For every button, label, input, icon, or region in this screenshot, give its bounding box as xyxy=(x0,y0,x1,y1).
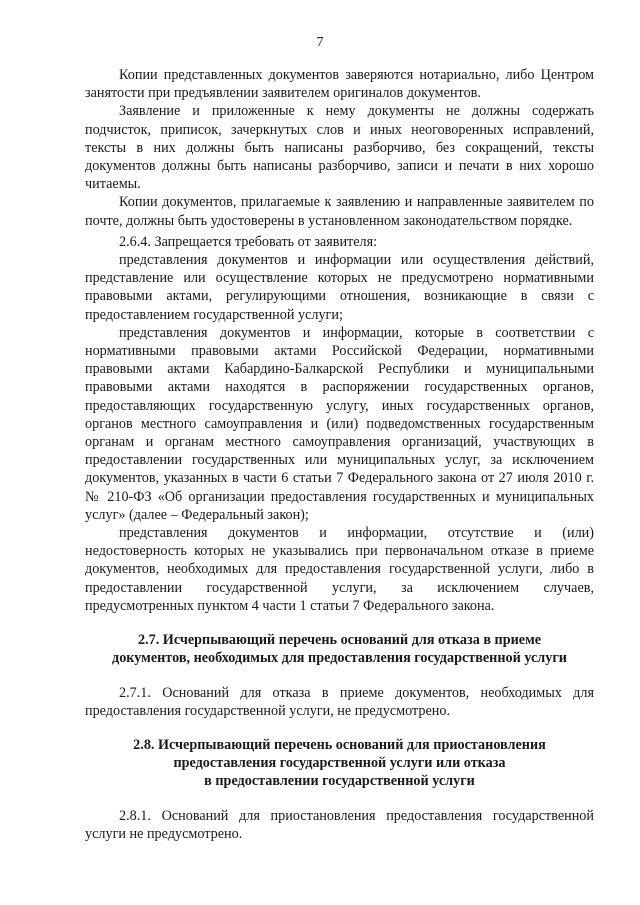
section-2-8-heading xyxy=(85,736,594,791)
paragraph-prohibition-1: представления документов и информации или осуществления действий, представление или осуществление которых не предусмотрено нормативными правовыми актами, регулирующими отношения, возникающие в связи с предоставлением государственной услуги; xyxy=(85,252,594,323)
paragraph-2-7-1: 2.7.1. Оснований для отказа в приеме документов, необходимых для предоставления государственной услуги, не предусмотрено. xyxy=(85,684,594,719)
paragraph-prohibition-3: представления документов и информации, отсутствие и (или) недостоверность которых не указывались при первоначальном отказе в приеме документов, необходимых для предоставления государственной услуги, либо в предоставлении государственной услуги, за исключением случаев, предусмотренных пунктом 4 части 1 статьи 7 Федерального закона. xyxy=(85,525,594,614)
paragraph-document-requirements: Заявление и приложенные к нему документы не должны содержать подчисток, приписок, зачеркнутых слов и иных неоговоренных исправлений, тексты в них должны быть написаны разборчиво, без сокращений, тексты документов должны быть написаны разборчиво, записи и печати в них хорошо читаемы. xyxy=(85,103,594,193)
section-2-8-heading-line-2: предоставления государственной услуги или отказа xyxy=(173,755,506,772)
section-2-8-heading-line-3: в предоставлении государственной услуги xyxy=(204,773,475,790)
paragraph-2-8-1: 2.8.1. Оснований для приостановления предоставления государственной услуги не предусмотрено. xyxy=(85,807,594,842)
section-2-7-heading-line-1: 2.7. Исчерпывающий перечень оснований для отказа в приеме xyxy=(137,632,542,649)
section-2-7-heading-line-2: документов, необходимых для предоставления государственной услуги xyxy=(112,650,567,667)
paragraph-postal-copies: Копии документов, прилагаемые к заявлению и направленные заявителем по почте, должны быть удостоверены в установленном законодательством порядке. xyxy=(85,194,594,229)
document-body xyxy=(85,66,594,843)
paragraph-copies-notarized: Копии представленных документов заверяются нотариально, либо Центром занятости при предъявлении заявителем оригиналов документов. xyxy=(85,67,594,102)
section-2-8-heading-line-1: 2.8. Исчерпывающий перечень оснований для приостановления xyxy=(133,736,546,753)
section-2-7-heading xyxy=(85,631,594,667)
paragraph-2-6-4: 2.6.4. Запрещается требовать от заявителя: xyxy=(119,233,378,250)
paragraph-prohibition-2: представления документов и информации, которые в соответствии с нормативными правовыми актами Российской Федерации, нормативными правовыми актами Кабардино-Балкарской Республики и муниципальными правовыми актами находятся в распоряжении государственных органов, предоставляющих государственную услугу, иных государственных органов, органов местного самоуправления и (или) подведомственных государственным органам и органам местного самоуправления организаций, участвующих в предоставлении государственных или муниципальных услуг, за исключением документов, указанных в части 6 статьи 7 Федерального закона от 27 июля 2010 г. № 210-ФЗ «Об организации предоставления государственных и муниципальных услуг» (далее – Федеральный закон); xyxy=(85,324,594,523)
page-number: 7 xyxy=(316,35,324,50)
